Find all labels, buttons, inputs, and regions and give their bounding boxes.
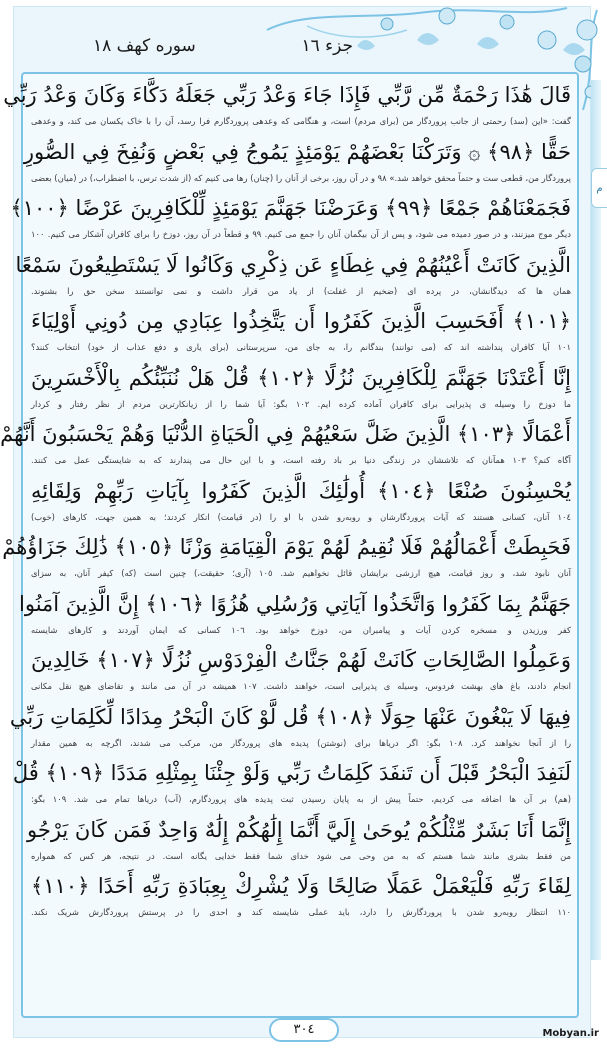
verse-line	[9, 698, 575, 755]
verse-line	[27, 867, 575, 924]
verse-line	[27, 811, 575, 868]
translation-line: من فقط بشری مانند شما هستم که به من وحی می شود خدای شما فقط خدایی یگانه است. در نتیجه، هر کس که همواره	[31, 850, 571, 861]
verse-line	[19, 585, 575, 642]
arabic-line: إِنَّا أَعْتَدْنَا جَهَنَّمَ لِلْكَافِرِينَ نُزُلًا ﴿١٠٢﴾ قُلْ هَلْ نُنَبِّئُكُم بِالْأَخْسَرِينَ	[31, 365, 571, 390]
arabic-line: يُحْسِنُونَ صُنْعًا ﴿١٠٤﴾ أُولَٰئِكَ الَّذِينَ كَفَرُوا بِآيَاتِ رَبِّهِمْ وَلِقَائِهِ	[31, 478, 571, 503]
translation-line: (هم) بر آن ها اضافه می کردیم، حتماً پیش از به پایان رسیدن ثبت پدیده های پروردگارم، (آب) دریاها تمام می شد. ١٠٩ بگو:	[31, 794, 571, 804]
surah-label: سوره کهف ١٨	[93, 36, 196, 56]
arabic-line: فِيهَا لَا يَبْغُونَ عَنْهَا حِوَلًا ﴿١٠٨﴾ قُل لَّوْ كَانَ الْبَحْرُ مِدَادًا لِّكَلِمَاتِ رَبِّي	[9, 704, 571, 729]
verse-line	[12, 754, 575, 811]
arabic-line: لَنَفِدَ الْبَحْرُ قَبْلَ أَن تَنفَدَ كَلِمَاتُ رَبِّي وَلَوْ جِئْنَا بِمِثْلِهِ مَدَدًا ﴿١٠٩﴾ قُلْ	[12, 761, 571, 785]
translation-line: کفر ورزیدن و مسخره کردن آیات و پیامبران من، دوزخ خواهد بود. ١٠٦ کسانی که ایمان آوردند و کارهای شایسته	[31, 624, 571, 635]
verse-line	[27, 641, 575, 698]
watermark: Mobyan.ir	[542, 1028, 599, 1039]
verse-content	[0, 76, 575, 1011]
translation-line: گفت: «این (سد) رحمتی از جانب پروردگار من (برای مردم) است، و هنگامی که وعدهی پروردگارم فرا رسد، آن را با خاک یکسان می کند، و وعدهی	[31, 116, 571, 126]
arabic-line: جَهَنَّمُ بِمَا كَفَرُوا وَاتَّخَذُوا آيَاتِي وَرُسُلِي هُزُوًا ﴿١٠٦﴾ إِنَّ الَّذِينَ آمَنُوا	[19, 591, 571, 616]
arabic-line: الَّذِينَ كَانَتْ أَعْيُنُهُمْ فِي غِطَاءٍ عَن ذِكْرِي وَكَانُوا لَا يَسْتَطِيعُونَ سَمْعًا	[15, 252, 571, 277]
arabic-line: فَجَمَعْنَاهُمْ جَمْعًا ﴿٩٩﴾ وَعَرَضْنَا جَهَنَّمَ يَوْمَئِذٍ لِّلْكَافِرِينَ عَرْضًا ﴿١٠٠﴾	[10, 196, 571, 220]
page-side-edge	[591, 80, 601, 960]
arabic-line: لِقَاءَ رَبِّهِ فَلْيَعْمَلْ عَمَلًا صَالِحًا وَلَا يُشْرِكْ بِعِبَادَةِ رَبِّهِ أَحَدًا ﴿١١٠﴾	[31, 874, 571, 898]
translation-line: ١١٠ انتظار روبه‌رو شدن با پروردگارش را دارد، باید عملی شایسته کند و احدی را در پرستش پروردگارش شریک نکند.	[31, 907, 571, 917]
arabic-line: أَعْمَالًا ﴿١٠٣﴾ الَّذِينَ ضَلَّ سَعْيُهُمْ فِي الْحَيَاةِ الدُّنْيَا وَهُمْ يَحْسَبُونَ أَنَّهُمْ	[0, 422, 571, 446]
translation-line: ١٠٤ آنان، کسانی هستند که آیات پروردگارشان و روبه‌رو شدن با او را (در قیامت) انکار کردند؛ به همین جهت، کارهای (خوب)	[31, 511, 571, 522]
verse-line	[0, 415, 575, 472]
surah-side-tab[interactable]: م	[591, 168, 607, 208]
verse-line	[10, 189, 575, 246]
verse-line	[3, 76, 575, 133]
translation-line: انجام دادند، باغ های بهشت فردوس، وسیله ی پذیرایی است، خواهند داشت. ١٠٧ همیشه در آن می مانند و تقاضای هیچ نقل مکانی	[31, 681, 572, 691]
translation-line: ما دوزخ را وسیله ی پذیرایی برای کافران آماده کرده ایم. ١٠٢ بگو: آیا شما را از زیانکارترین مردم از نظر رفتار و کردار	[31, 398, 571, 409]
arabic-line: وَعَمِلُوا الصَّالِحَاتِ كَانَتْ لَهُمْ جَنَّاتُ الْفِرْدَوْسِ نُزُلًا ﴿١٠٧﴾ خَالِدِينَ	[31, 648, 571, 672]
verse-line	[23, 133, 575, 190]
translation-line: را از آنجا نخواهند کرد. ١٠٨ بگو: اگر دریاها برای (نوشتن) پدیده های پروردگار من، مرکب می شدند، اگرچه به همین مقدار	[31, 737, 571, 748]
page-number: ٣٠٤	[269, 1018, 339, 1042]
translation-line: آگاه کنم؟ ١٠٣ همآنان که تلاششان در زندگی دنیا بر باد رفته است، و با این حال می پندارند که به شایستگی عمل می کنند.	[31, 455, 571, 465]
arabic-line: فَحَبِطَتْ أَعْمَالُهُمْ فَلَا نُقِيمُ لَهُمْ يَوْمَ الْقِيَامَةِ وَزْنًا ﴿١٠٥﴾ ذَٰلِكَ جَزَاؤُهُمْ	[2, 535, 571, 559]
verse-line	[27, 472, 575, 529]
verse-line	[15, 246, 575, 303]
verse-line	[27, 302, 575, 359]
page-header	[93, 34, 353, 58]
juz-label: جزء ١٦	[301, 36, 353, 56]
translation-line: همان ها که دیدگانشان، در پرده ای (ضخیم از غفلت) از یاد من قرار داشت و نمی توانستند سخن حق را بشنوند.	[31, 285, 571, 296]
verse-line	[27, 359, 575, 416]
translation-line: ١٠١ آیا کافران پنداشته اند که (می توانند) بندگانم را، به جای من، سرپرستانی (برای یاری و دفع عذاب از خود) انتخاب کنند؟	[31, 342, 571, 352]
arabic-line: ﴿١٠١﴾ أَفَحَسِبَ الَّذِينَ كَفَرُوا أَن يَتَّخِذُوا عِبَادِي مِن دُونِي أَوْلِيَاءَ	[31, 309, 571, 333]
translation-line: دیگر موج میزنند، و در صور دمیده می شود، و پس از آن بیگمان آنان را جمع می کنیم. ٩٩ و قطعاً در آن روز، دوزخ را برای کافران آشکار می کنیم. ١٠٠	[31, 229, 571, 239]
translation-line: پروردگار من، قطعی ست و حتماً محقق خواهد شد.» ٩٨ و در آن روز، برخی از آنان را (چنان) رها می کنیم که (از شدت ترس، با اضطراب،) در (میان) بعضی	[31, 172, 571, 183]
verse-line	[2, 528, 575, 585]
arabic-line: حَقًّا ﴿٩٨﴾ ۞ وَتَرَكْنَا بَعْضَهُمْ يَوْمَئِذٍ يَمُوجُ فِي بَعْضٍ وَنُفِخَ فِي الصُّورِ	[23, 139, 571, 164]
translation-line: آنان نابود شد، و روز قیامت، هیچ ارزشی برایشان قائل نخواهیم شد. ١٠٥ (آری؛ حقیقت،) چنین است (که) کیفر آنان، به سزای	[31, 568, 572, 578]
arabic-line: قَالَ هَٰذَا رَحْمَةٌ مِّن رَّبِّي فَإِذَا جَاءَ وَعْدُ رَبِّي جَعَلَهُ دَكَّاءَ وَكَانَ وَعْدُ رَبِّي	[3, 83, 571, 107]
arabic-line: إِنَّمَا أَنَا بَشَرٌ مِّثْلُكُمْ يُوحَىٰ إِلَيَّ أَنَّمَا إِلَٰهُكُمْ إِلَٰهٌ وَاحِدٌ فَمَن كَانَ يَرْجُو	[26, 817, 571, 842]
